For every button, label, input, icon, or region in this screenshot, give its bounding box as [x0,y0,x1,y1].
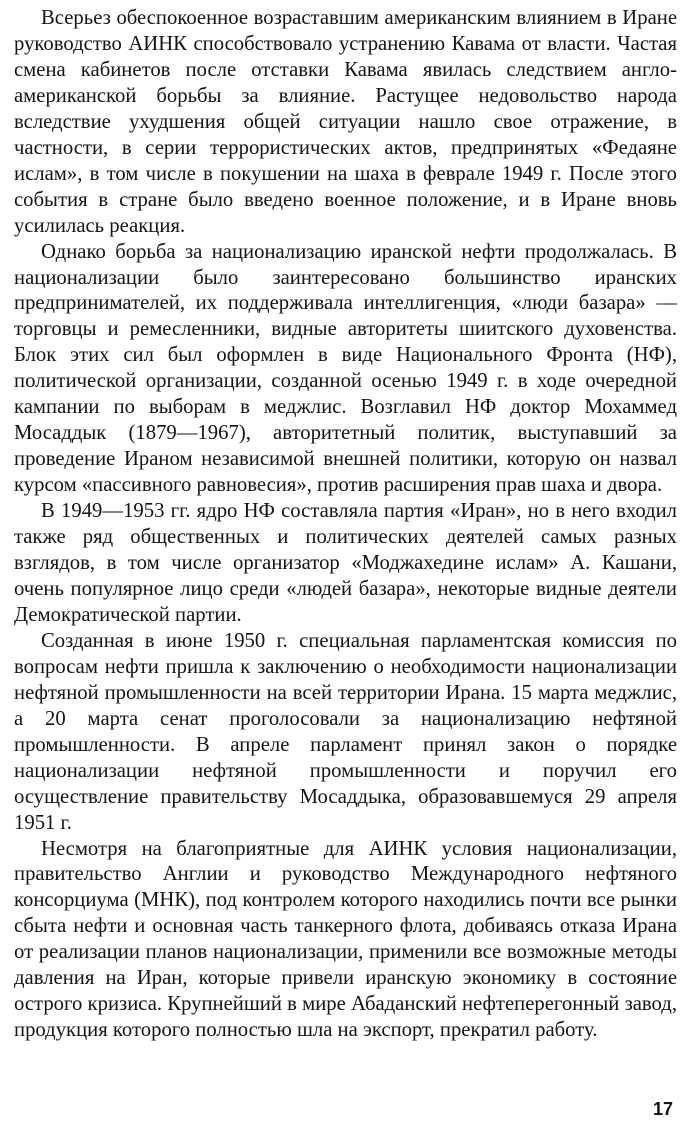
paragraph-5: Несмотря на благоприятные для АИНК условия национализации, правительство Англии и руководство Международного нефтяного консорциума (МНК), под контролем которого находились почти все рынки сбыта нефти и основная часть танкерного флота, добиваясь отказа Ирана от реализации планов национализации, применили все возможные методы давления на Иран, которые привели иранскую экономику в состояние острого кризиса. Крупнейший в мире Абаданский нефтеперегонный завод, продукция которого полностью шла на экспорт, прекратил работу. [14,837,677,1042]
paragraph-2: Однако борьба за национализацию иранской нефти продолжалась. В национализации было заинтересовано большинство иранских предпринимателей, их поддерживала интеллигенция, «люди базара» — торговцы и ремесленники, видные авторитеты шиитского духовенства. Блок этих сил был оформлен в виде Национального Фронта (НФ), политической организации, созданной осенью 1949 г. в ходе очередной кампании по выборам в меджлис. Возглавил НФ доктор Мохаммед Мосаддык (1879—1967), авторитетный политик, выступавший за проведение Ираном независимой внешней политики, которую он назвал курсом «пассивного равновесия», против расширения прав шаха и двора. [14,240,677,497]
paragraph-1: Всерьез обеспокоенное возраставшим американским влиянием в Иране руководство АИНК способствовало устранению Кавама от власти. Частая смена кабинетов после отставки Кавама явилась следствием англо-американской борьбы за влияние. Растущее недовольство народа вследствие ухудшения общей ситуации нашло свое отражение, в частности, в серии террористических актов, предпринятых «Федаяне ислам», в том числе в покушении на шаха в феврале 1949 г. После этого события в стране было введено военное положение, и в Иране вновь усилилась реакция. [14,7,677,237]
paragraph-3: В 1949—1953 гг. ядро НФ составляла партия «Иран», но в него входил также ряд общественных и политических деятелей самых разных взглядов, в том числе организатор «Моджахедине ислам» А. Кашани, очень популярное лицо среди «людей базара», некоторые видные деятели Демократической партии. [14,500,677,626]
page-number: 17 [652,1099,673,1119]
paragraph-4: Созданная в июне 1950 г. специальная парламентская комиссия по вопросам нефти пришла к заключению о необходимости национализации нефтяной промышленности на всей территории Ирана. 15 марта меджлис, а 20 марта сенат проголосовали за национализацию нефтяной промышленности. В апреле парламент принял закон о порядке национализации нефтяной промышленности и поручил его осуществление правительству Мосаддыка, образовавшемуся 29 апреля 1951 г. [14,629,677,834]
